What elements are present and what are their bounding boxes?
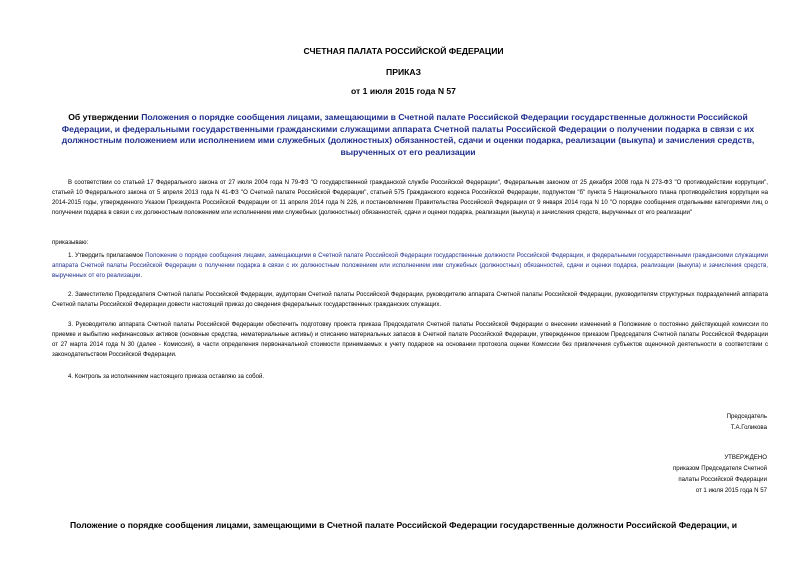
item-1-suffix: . <box>140 272 143 279</box>
item-2: 2. Заместителю Председателя Счетной палаты Российской Федерации, аудиторам Счетной палаты Российской Федерации, руководителю аппарата Счетной палаты Российской Федерации, руководителям структурных подразделений аппарата Счетной палаты Российской Федерации довести настоящий приказ до сведения федеральных государственных гражданских служащих. <box>52 291 768 308</box>
appendix-title: Положение о порядке сообщения лицами, замещающими в Счетной палате Российской Федерации государственные должности Российской Федерации, и <box>69 520 737 530</box>
item-1-prefix: 1. Утвердить прилагаемое <box>68 252 146 259</box>
document-title <box>52 112 764 158</box>
item-4: 4. Контроль за исполнением настоящего приказа оставляю за собой. <box>68 373 265 380</box>
signature-name: Т.А.Голикова <box>730 424 767 431</box>
orders-label: приказываю: <box>52 239 89 246</box>
org-heading: СЧЕТНАЯ ПАЛАТА РОССИЙСКОЙ ФЕДЕРАЦИИ <box>303 46 504 56</box>
item-1 <box>52 251 768 281</box>
item-1-link[interactable]: Положение о порядке сообщения лицами, замещающими в Счетной палате Российской Федерации государственные должности Российской Федерации, и федеральными государственными гражданскими служащими аппарата Счетной палаты Российской Федерации о получении подарка в связи с их должностным положением или исполнением ими служебных (должностных) обязанностей, сдачи и оценки подарка, реализации (выкупа) и зачисления средств, вырученных от его реализации <box>52 252 769 279</box>
signature-position: Председатель <box>726 413 767 420</box>
title-prefix: Об утверждении <box>68 112 142 122</box>
doc-date: от 1 июля 2015 года N 57 <box>351 86 456 96</box>
approval-line-1: УТВЕРЖДЕНО <box>724 454 767 461</box>
approval-line-3: палаты Российской Федерации <box>678 476 767 483</box>
title-link[interactable]: Положения о порядке сообщения лицами, замещающими в Счетной палате Российской Федерации государственные должности Российской Федерации, и федеральными государственными гражданскими служащими аппарата Счетной палаты Российской Федерации о получении подарка в связи с их должностным положением или исполнением ими служебных (должностных) обязанностей, сдачи и оценки подарка, реализации (выкупа) и зачисления средств, вырученных от его реализации <box>61 112 755 157</box>
approval-line-2: приказом Председателя Счетной <box>672 465 767 472</box>
preamble-paragraph: В соответствии со статьей 17 Федерального закона от 27 июля 2004 года N 79-ФЗ "О государственной гражданской службе Российской Федерации", Федеральным законом от 25 декабря 2008 года N 273-ФЗ "О противодействии коррупции", статьей 10 Федерального закона от 5 апреля 2013 года N 41-ФЗ "О Счетной палате Российской Федерации", статьей 575 Гражданского кодекса Российской Федерации, подпунктом "б" пункта 5 Национального плана противодействия коррупции на 2014-2015 годы, утвержденного Указом Президента Российской Федерации от 11 апреля 2014 года N 226, и постановлением Правительства Российской Федерации от 9 января 2014 года N 10 "О порядке сообщения отдельными категориями лиц о получении подарка в связи с их должностным положением или исполнением ими служебных (должностных) обязанностей, сдачи и оценки подарка, реализации (выкупа) и зачисления средств, вырученных от его реализации" <box>52 179 768 216</box>
doc-type-heading: ПРИКАЗ <box>386 67 421 77</box>
approval-line-4: от 1 июля 2015 года N 57 <box>695 487 767 494</box>
item-3: 3. Руководителю аппарата Счетной палаты Российской Федерации обеспечить подготовку проекта приказа Председателя Счетной палаты Российской Федерации о внесении изменений в Положение о постоянно действующей комиссии по приемке и выбытию нефинансовых активов (основные средства, нематериальные активы) и списанию материальных запасов в Счетной палате Российской Федерации, утвержденное приказом Председателя Счетной палаты Российской Федерации от 27 марта 2014 года N 30 (далее - Комиссия), в части определения первоначальной стоимости принимаемых к учету подарков на основании протокола оценки Комиссии без привлечения субъектов оценочной деятельности в соответствии с законодательством Российской Федерации. <box>52 321 768 358</box>
